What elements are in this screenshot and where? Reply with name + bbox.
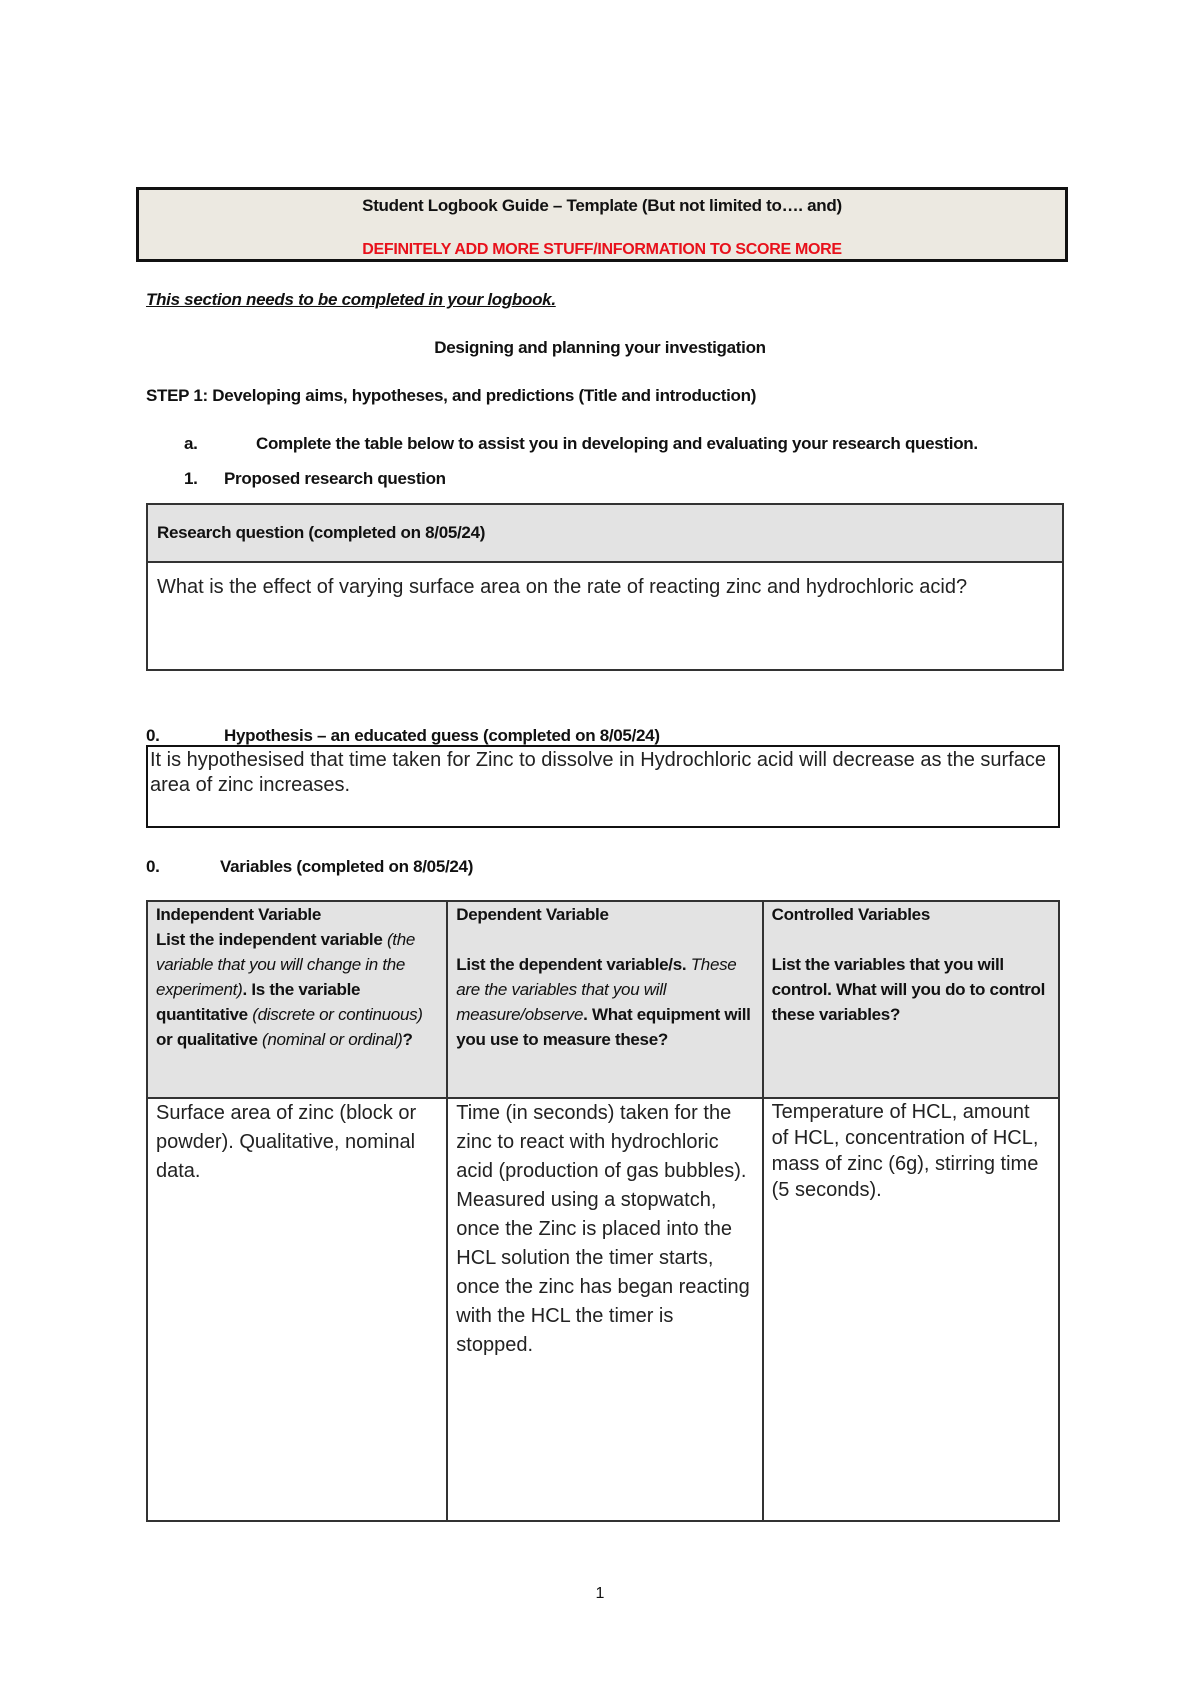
variables-table (146, 900, 1060, 1522)
header-subtitle: DEFINITELY ADD MORE STUFF/INFORMATION TO SCORE MORE (362, 241, 842, 258)
independent-variable-title: Independent Variable (156, 905, 321, 924)
variables-marker: 0. (146, 857, 160, 876)
header-title: Student Logbook Guide – Template (But not limited to…. and) (362, 196, 842, 215)
step-1-heading: STEP 1: Developing aims, hypotheses, and predictions (Title and introduction) (146, 386, 757, 405)
hypothesis-text: It is hypothesised that time taken for Zinc to dissolve in Hydrochloric acid will decrease as the surface area of zinc increases. (150, 749, 1046, 796)
variables-label: Variables (completed on 8/05/24) (220, 857, 474, 876)
dependent-variable-title: Dependent Variable (456, 905, 609, 924)
item-a-text: Complete the table below to assist you in developing and evaluating your research question. (256, 434, 978, 453)
page-number: 1 (595, 1585, 605, 1602)
variables-header-row (147, 901, 1059, 1098)
variables-answer-row (147, 1098, 1059, 1521)
research-question-header: Research question (completed on 8/05/24) (148, 505, 1062, 563)
controlled-variables-header (763, 901, 1059, 1098)
controlled-variables-title: Controlled Variables (771, 905, 930, 924)
controlled-variables-prompt: List the variables that you will control. What will you do to control these variables? (771, 955, 1046, 1024)
section-heading: Designing and planning your investigation (434, 338, 766, 357)
item-1-text: Proposed research question (224, 469, 446, 488)
dependent-variable-answer: Time (in seconds) taken for the zinc to react with hydrochloric acid (production of gas bubbles). Measured using a stopwatch, once the Zinc is placed into the HCL solution the timer starts, once the zinc has began reacting with the HCL the timer is stopped. (447, 1098, 762, 1521)
research-question-answer: What is the effect of varying surface area on the rate of reacting zinc and hydrochloric acid? (157, 576, 968, 598)
item-1-marker: 1. (184, 469, 198, 488)
item-a-marker: a. (184, 434, 198, 453)
hypothesis-marker: 0. (146, 726, 160, 745)
independent-variable-prompt: List the independent variable (the variable that you will change in the experiment). Is the variable quantitative (discrete or continuous) or qualitative (nominal or ordinal)? (156, 930, 423, 1049)
independent-variable-header (147, 901, 447, 1098)
research-question-box (146, 503, 1064, 671)
logbook-note: This section needs to be completed in your logbook. (146, 290, 556, 309)
hypothesis-box (146, 745, 1060, 828)
independent-variable-answer: Surface area of zinc (block or powder). Qualitative, nominal data. (147, 1098, 447, 1521)
dependent-variable-header (447, 901, 762, 1098)
hypothesis-label: Hypothesis – an educated guess (completed on 8/05/24) (224, 726, 660, 745)
dependent-variable-prompt: List the dependent variable/s. These are the variables that you will measure/observe. What equipment will you use to measure these? (456, 955, 751, 1049)
header-box (136, 187, 1068, 262)
controlled-variables-answer: Temperature of HCL, amount of HCL, concentration of HCL, mass of zinc (6g), stirring time (5 seconds). (763, 1098, 1059, 1521)
